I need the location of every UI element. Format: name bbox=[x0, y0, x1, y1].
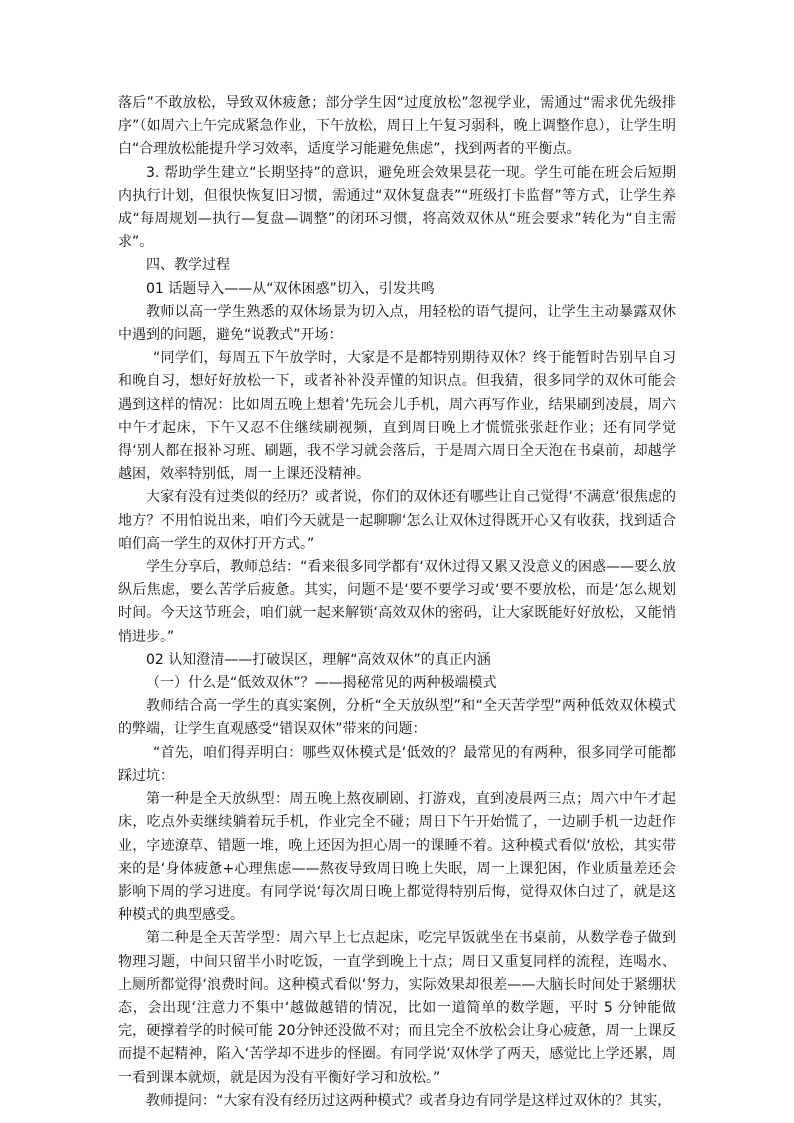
subheading-low-efficiency-weekend: （一）什么是“低效双休”？——揭秘常见的两种极端模式 bbox=[146, 675, 497, 692]
objective-3-paragraph: 3. 帮助学生建立“长期坚持”的意识，避免班会效果昙花一现。学生可能在班会后短期内执行计划，但很快恢复旧习惯，需通过“双休复盘表”“班级打卡监督”等方式，让学生养成“每周规划—执行—复盘—调整”的闭环习惯，将高效双休从“班会要求”转化为“自主需求”。 bbox=[118, 164, 676, 251]
section-heading-teaching-process: 四、教学过程 bbox=[146, 257, 230, 274]
teacher-quote-paragraph: “首先，咱们得弄明白：哪些双休模式是‘低效的？最常见的有两种，很多同学可能都踩过坑： bbox=[118, 744, 676, 784]
teacher-quote-paragraph: “同学们，每周五下午放学时，大家是不是都特别期待双休？终于能暂时告别早自习和晚自习，想好好放松一下，或者补补没弄懂的知识点。但我猜，很多同学的双休可能会遇到这样的情况：比如周五晚上想着‘先玩会儿手机，周六再写作业，结果刷到凌晨，周六中午才起床，下午又忍不住继续刷视频，直到周日晚上才慌慌张张赶作业；还有同学觉得‘别人都在报补习班、刷题，我不学习就会落后，于是周六周日全天泡在书桌前，却越学越困，效率特别低，周一上课还没精神。 bbox=[118, 350, 676, 483]
case-paragraph-hard-study-type: 第二种是全天苦学型：周六早上七点起床，吃完早饭就坐在书桌前，从数学卷子做到物理习题，中间只留半小时吃饭，一直学到晚上十点；周日又重复同样的流程，连喝水、上厕所都觉得‘浪费时间。这种模式看似‘努力，实际效果却很差——大脑长时间处于紧绷状态，会出现‘注意力不集中‘越做越错的情况，比如一道简单的数学题，平时 5 分钟能做完，硬撑着学的时候可能 20分钟还没做不对；而且完全不放松会让身心疲惫，周一上课反而提不起精神，陷入‘苦学却不进步的怪圈。有同学说‘双休学了两天，感觉比上学还累，周一看到课本就烦，就是因为没有平衡好学习和放松。” bbox=[118, 930, 676, 1086]
teacher-quote-paragraph: 大家有没有过类似的经历？或者说，你们的双休还有哪些让自己觉得‘不满意‘很焦虑的地方？不用怕说出来，咱们今天就是一起聊聊‘怎么让双休过得既开心又有收获，找到适合咱们高一学生的双休打开方式。” bbox=[118, 489, 676, 552]
body-paragraph: 教师结合高一学生的真实案例，分析“全天放纵型”和“全天苦学型”两种低效双休模式的弊端，让学生直观感受“错误双休”带来的问题： bbox=[118, 698, 676, 738]
body-paragraph: 落后”不敢放松，导致双休疲惫；部分学生因“过度放松”忽视学业，需通过“需求优先级排序”（如周六上午完成紧急作业，下午放松，周日上午复习弱科，晚上调整作息），让学生明白“合理放松能提升学习效率，适度学习能避免焦虑”，找到两者的平衡点。 bbox=[118, 95, 676, 158]
case-paragraph-indulgent-type: 第一种是全天放纵型：周五晚上熬夜刷剧、打游戏，直到凌晨两三点；周六中午才起床，吃点外卖继续躺着玩手机，作业完全不碰；周日下午开始慌了，一边刷手机一边赶作业，字迹潦草、错题一堆，晚上还因为担心周一的课睡不着。这种模式看似‘放松，其实带来的是‘身体疲惫+心理焦虑——熬夜导致周日晚上失眠，周一上课犯困，作业质量差还会影响下周的学习进度。有同学说‘每次周日晚上都觉得特别后悔，觉得双休白过了，就是这种模式的典型感受。 bbox=[118, 791, 676, 924]
subheading-topic-intro: 01 话题导入——从“双休困惑”切入，引发共鸣 bbox=[146, 280, 435, 297]
body-paragraph: 教师以高一学生熟悉的双休场景为切入点，用轻松的语气提问，让学生主动暴露双休中遇到的问题，避免“说教式”开场： bbox=[118, 303, 676, 344]
teacher-question-paragraph: 教师提问：“大家有没有经历过这两种模式？或者身边有同学是这样过双休的？其实， bbox=[146, 1092, 672, 1109]
subheading-cognitive-clarification: 02 认知澄清——打破误区，理解“高效双休”的真正内涵 bbox=[146, 651, 491, 668]
teacher-summary-paragraph: 学生分享后，教师总结：“看来很多同学都有‘双休过得又累又没意义的困惑——要么放纵后焦虑，要么苦学后疲惫。其实，问题不是‘要不要学习或‘要不要放松，而是‘怎么规划时间。今天这节班会，咱们就一起来解锁‘高效双休的密码，让大家既能好好放松，又能悄悄进步。” bbox=[118, 559, 676, 645]
